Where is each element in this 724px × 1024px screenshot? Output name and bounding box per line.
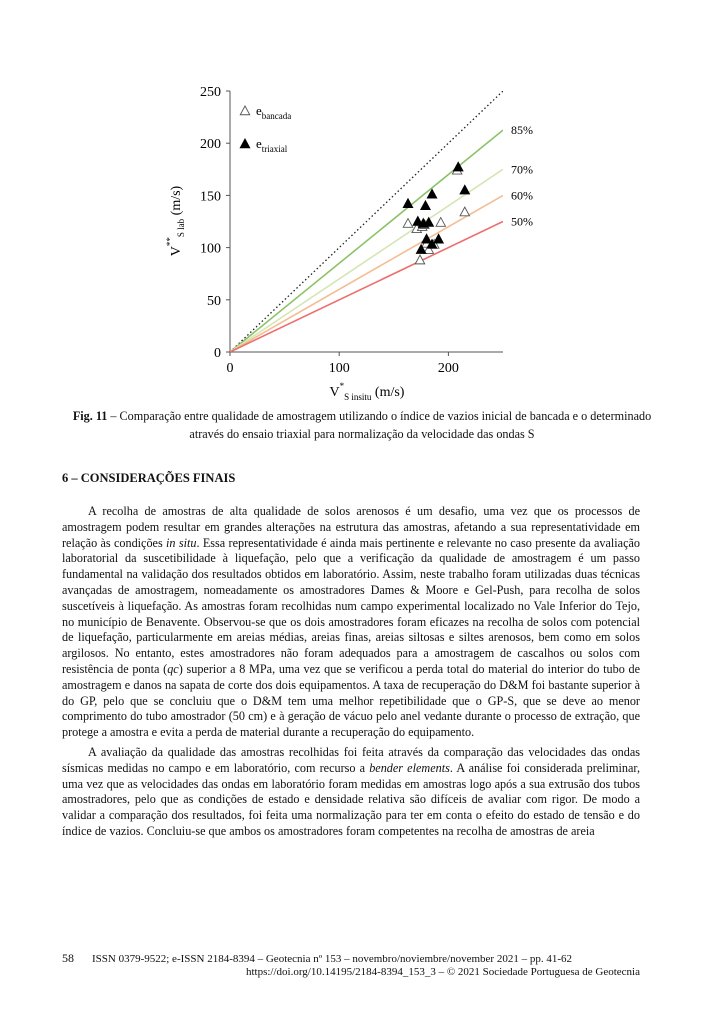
section-body xyxy=(62,504,640,840)
triaxial-point xyxy=(422,234,432,243)
journal-info: ISSN 0379-9522; e-ISSN 2184-8394 – Geotecnia nº 153 – novembro/noviembre/november 2021 – pp. 41-62 xyxy=(92,953,573,965)
x-axis-label: $V^*_S$ insitu (m/s) xyxy=(329,381,405,402)
y-tick-label: 100 xyxy=(200,241,221,257)
legend-label: $e_{triaxial}$ xyxy=(256,136,288,154)
x-tick-label: 100 xyxy=(328,361,350,376)
figure-caption xyxy=(62,407,662,443)
legend-marker xyxy=(240,106,250,115)
legend-label: $e_{bancada}$ xyxy=(256,103,292,121)
x-tick-label: 200 xyxy=(437,361,459,376)
reference-line xyxy=(230,169,503,352)
paragraph-1: A recolha de amostras de alta qualidade de solos arenosos é um desafio, uma vez que os processos de amostragem podem resultar em grandes alterações na estrutura das amostras, afetando a sua representatividade em relação às condições in situ. Essa representatividade é ainda mais pertinente e relevante no caso presente da avaliação laboratorial da suscetibilidade à liquefação, pelo que a verificação da qualidade de amostragem é um passo fundamental na validação dos resultados obtidos em laboratório. Assim, neste trabalho foram utilizadas duas técnicas avançadas de amostragem, nomeadamente os amostradores Dames & Moore e Gel-Push, para recolha de solos suscetíveis à liquefação. As amostras foram recolhidas num campo experimental localizado no Vale Inferior do Tejo, no município de Benavente. Observou-se que os dois amostradores foram eficazes na recolha de solos com potencial de liquefação, particularmente em areias médias, areias finas, areias siltosas e siltes arenosos, bem como em solos argilosos. No entanto, estes amostradores não foram adequados para a amostragem de cascalhos ou solos com resistência de ponta (qc) superior a 8 MPa, uma vez que se verificou a perda total do material do interior do tubo de amostragem e danos na sapata de corte dos dois equipamentos. A taxa de recuperação do D&M foi bastante superior à do GP, pelo que se concluiu que o D&M tem uma melhor repetibilidade que o GP-S, que se deve ao menor comprimento do tubo amostrador (50 cm) e à geração de vácuo pelo anel vedante durante o processo de extração, que protege a amostra e evita a perda de material durante a recuperação do equipamento. xyxy=(62,504,641,740)
y-tick-label: 50 xyxy=(207,293,221,309)
bancada-point xyxy=(436,218,446,227)
caption-label: Fig. 11 xyxy=(72,409,108,423)
velocity-comparison-chart xyxy=(150,78,570,408)
caption-text: – Comparação entre qualidade de amostragem utilizando o índice de vazios inicial de bancada e o determinado através do ensaio triaxial para normalização da velocidade das ondas S xyxy=(107,409,652,441)
section-title: 6 – CONSIDERAÇÕES FINAIS xyxy=(62,471,236,485)
x-tick-label: 0 xyxy=(226,361,234,376)
reference-lines xyxy=(230,91,503,352)
reference-line-label: 70% xyxy=(511,162,533,177)
triaxial-point xyxy=(460,185,470,194)
paragraph-2: A avaliação da qualidade das amostras recolhidas foi feita através da comparação das velocidades das ondas sísmicas medidas no campo e em laboratório, com recurso a bender elements. A análise foi considerada preliminar, uma vez que as velocidades das ondas em laboratório foram medidas em amostras logo após a sua extrusão dos tubos amostradores, pelo que as condições de estado e densidade relativa são difíceis de avaliar com rigor. De modo a validar a comparação dos resultados, foi feita uma normalização para ter em conta o efeito do estado de tensão e do índice de vazios. Concluiu-se que ambos os amostradores foram competentes na recolha de amostras de areia xyxy=(62,744,640,838)
y-tick-label: 200 xyxy=(200,137,221,153)
footer-journal-line xyxy=(62,951,640,966)
footer-doi: https://doi.org/10.14195/2184-8394_153_3 – © 2021 Sociedade Portuguesa de Geotecnia xyxy=(245,966,640,978)
y-axis-label: $V^{**}_S$ lab (m/s) xyxy=(165,185,186,257)
reference-line-label: 50% xyxy=(511,214,533,229)
bancada-point xyxy=(403,219,413,228)
chart-legend xyxy=(240,103,291,154)
y-tick-label: 250 xyxy=(200,85,221,100)
triaxial-point xyxy=(421,201,431,210)
reference-line-label: 85% xyxy=(511,123,533,138)
triaxial-point xyxy=(434,234,444,243)
bancada-point xyxy=(460,207,470,216)
reference-line-label: 60% xyxy=(511,188,533,203)
y-tick-label: 150 xyxy=(200,189,221,205)
y-tick-label: 0 xyxy=(214,346,221,361)
reference-line-labels xyxy=(511,123,533,228)
reference-line xyxy=(230,91,503,352)
page-number: 58 xyxy=(62,951,74,965)
triaxial-point xyxy=(403,199,413,208)
legend-marker xyxy=(240,139,250,148)
reference-line xyxy=(230,195,503,352)
